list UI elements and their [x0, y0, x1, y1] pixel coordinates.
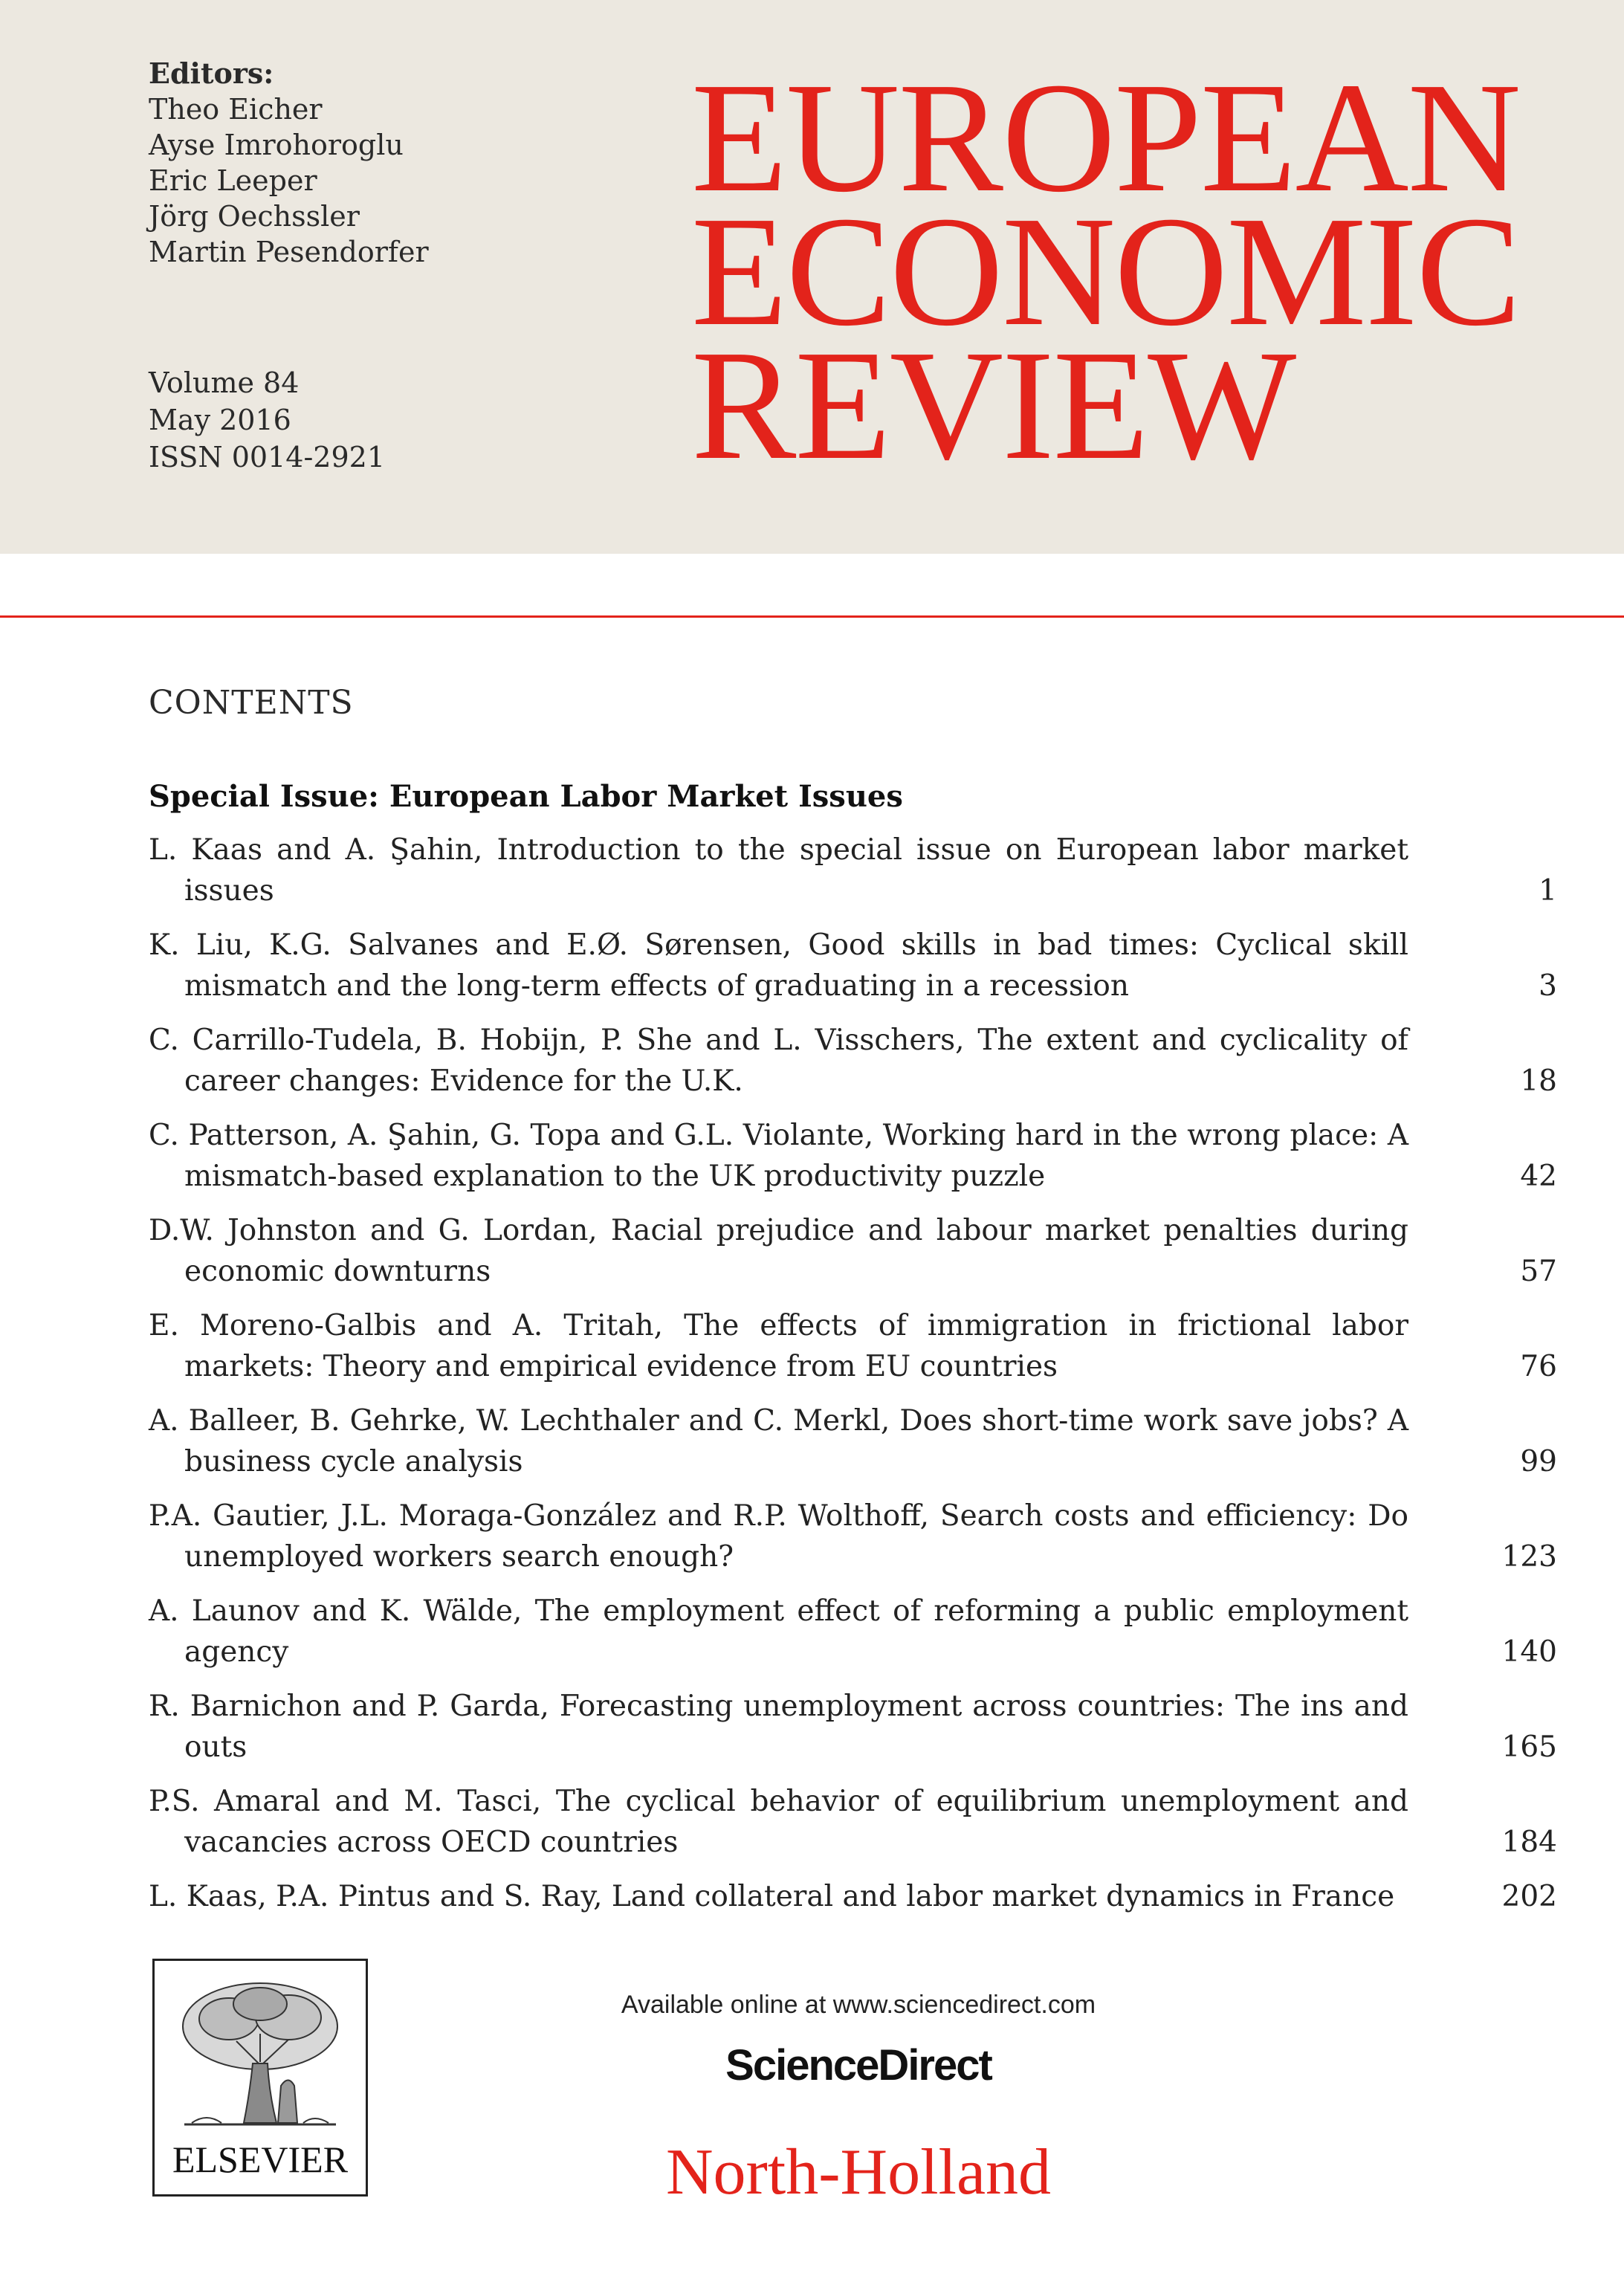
issn: ISSN 0014-2921	[149, 441, 385, 473]
table-of-contents	[149, 830, 1557, 1930]
toc-entry[interactable]	[149, 1115, 1557, 1197]
toc-entry-text: E. Moreno-Galbis and A. Tritah, The effects of immigration in frictional labor markets: Theory and empirical evidence from EU countries	[149, 1309, 1408, 1383]
toc-page-number: 165	[1501, 1730, 1557, 1764]
toc-page-number: 1	[1539, 874, 1557, 908]
divider-rule	[0, 615, 1624, 618]
toc-page-number: 57	[1520, 1255, 1557, 1288]
toc-entry[interactable]	[149, 1400, 1557, 1482]
toc-entry[interactable]	[149, 1781, 1557, 1863]
elsevier-tree-icon	[169, 1974, 351, 2138]
elsevier-logo	[152, 1959, 368, 2197]
toc-entry[interactable]	[149, 830, 1557, 911]
toc-entry[interactable]	[149, 1591, 1557, 1672]
editors-title: Editors:	[149, 56, 274, 90]
editor-name: Eric Leeper	[149, 164, 317, 197]
toc-entry[interactable]	[149, 1686, 1557, 1768]
toc-entry[interactable]	[149, 1876, 1557, 1917]
special-issue-heading: Special Issue: European Labor Market Issues	[149, 779, 903, 814]
journal-title-line: REVIEW	[691, 317, 1295, 492]
toc-entry-text: D.W. Johnston and G. Lordan, Racial prejudice and labour market penalties during economic downturns	[149, 1214, 1408, 1288]
journal-title-line: ECONOMIC	[691, 184, 1520, 358]
toc-entry[interactable]	[149, 925, 1557, 1006]
toc-entry[interactable]	[149, 1496, 1557, 1577]
contents-heading: CONTENTS	[149, 684, 354, 722]
toc-entry-text: A. Launov and K. Wälde, The employment effect of reforming a public employment agency	[149, 1594, 1408, 1669]
toc-page-number: 202	[1501, 1880, 1557, 1913]
toc-page-number: 42	[1520, 1160, 1557, 1193]
toc-entry-text: K. Liu, K.G. Salvanes and E.Ø. Sørensen, Good skills in bad times: Cyclical skill mismatch and the long-term effects of graduating in a recession	[149, 928, 1408, 1003]
toc-page-number: 123	[1501, 1540, 1557, 1574]
toc-entry-text: L. Kaas, P.A. Pintus and S. Ray, Land collateral and labor market dynamics in France	[149, 1880, 1395, 1913]
toc-entry-text: P.S. Amaral and M. Tasci, The cyclical behavior of equilibrium unemployment and vacancies across OECD countries	[149, 1785, 1408, 1859]
toc-page-number: 18	[1520, 1064, 1557, 1098]
toc-entry-text: R. Barnichon and P. Garda, Forecasting unemployment across countries: The ins and outs	[149, 1690, 1408, 1764]
editors-block	[149, 56, 429, 270]
toc-page-number: 184	[1501, 1826, 1557, 1859]
toc-page-number: 76	[1520, 1350, 1557, 1383]
editor-name: Jörg Oechssler	[149, 200, 360, 233]
editor-name: Martin Pesendorfer	[149, 236, 429, 268]
issue-date: May 2016	[149, 404, 291, 436]
north-holland-imprint: North-Holland	[665, 2136, 1052, 2208]
toc-entry[interactable]	[149, 1305, 1557, 1387]
toc-entry-text: P.A. Gautier, J.L. Moraga-González and R.P. Wolthoff, Search costs and efficiency: Do unemployed workers search enough?	[149, 1499, 1408, 1574]
toc-page-number: 140	[1501, 1635, 1557, 1669]
toc-entry-text: C. Patterson, A. Şahin, G. Topa and G.L. Violante, Working hard in the wrong place: A mismatch-based explanation to the UK productivity puzzle	[149, 1119, 1408, 1193]
toc-entry-text: A. Balleer, B. Gehrke, W. Lechthaler and C. Merkl, Does short-time work save jobs? A business cycle analysis	[149, 1404, 1408, 1478]
toc-page-number: 99	[1520, 1445, 1557, 1478]
elsevier-wordmark: ELSEVIER	[172, 2139, 349, 2180]
editor-name: Theo Eicher	[149, 93, 323, 126]
toc-page-number: 3	[1539, 969, 1557, 1003]
toc-entry[interactable]	[149, 1020, 1557, 1102]
editor-name: Ayse Imrohoroglu	[149, 129, 404, 161]
volume-number: Volume 84	[149, 366, 300, 399]
toc-entry[interactable]	[149, 1210, 1557, 1292]
toc-entry-text: C. Carrillo-Tudela, B. Hobijn, P. She and L. Visschers, The extent and cyclicality of career changes: Evidence for the U.K.	[149, 1024, 1408, 1098]
journal-title-line: EUROPEAN	[691, 50, 1520, 224]
sciencedirect-logo: ScienceDirect	[725, 2041, 991, 2089]
journal-title	[691, 50, 1520, 492]
issue-info	[149, 364, 385, 476]
toc-entry-text: L. Kaas and A. Şahin, Introduction to the special issue on European labor market issues	[149, 833, 1408, 908]
available-online-text: Available online at www.sciencedirect.com	[621, 1991, 1096, 2019]
